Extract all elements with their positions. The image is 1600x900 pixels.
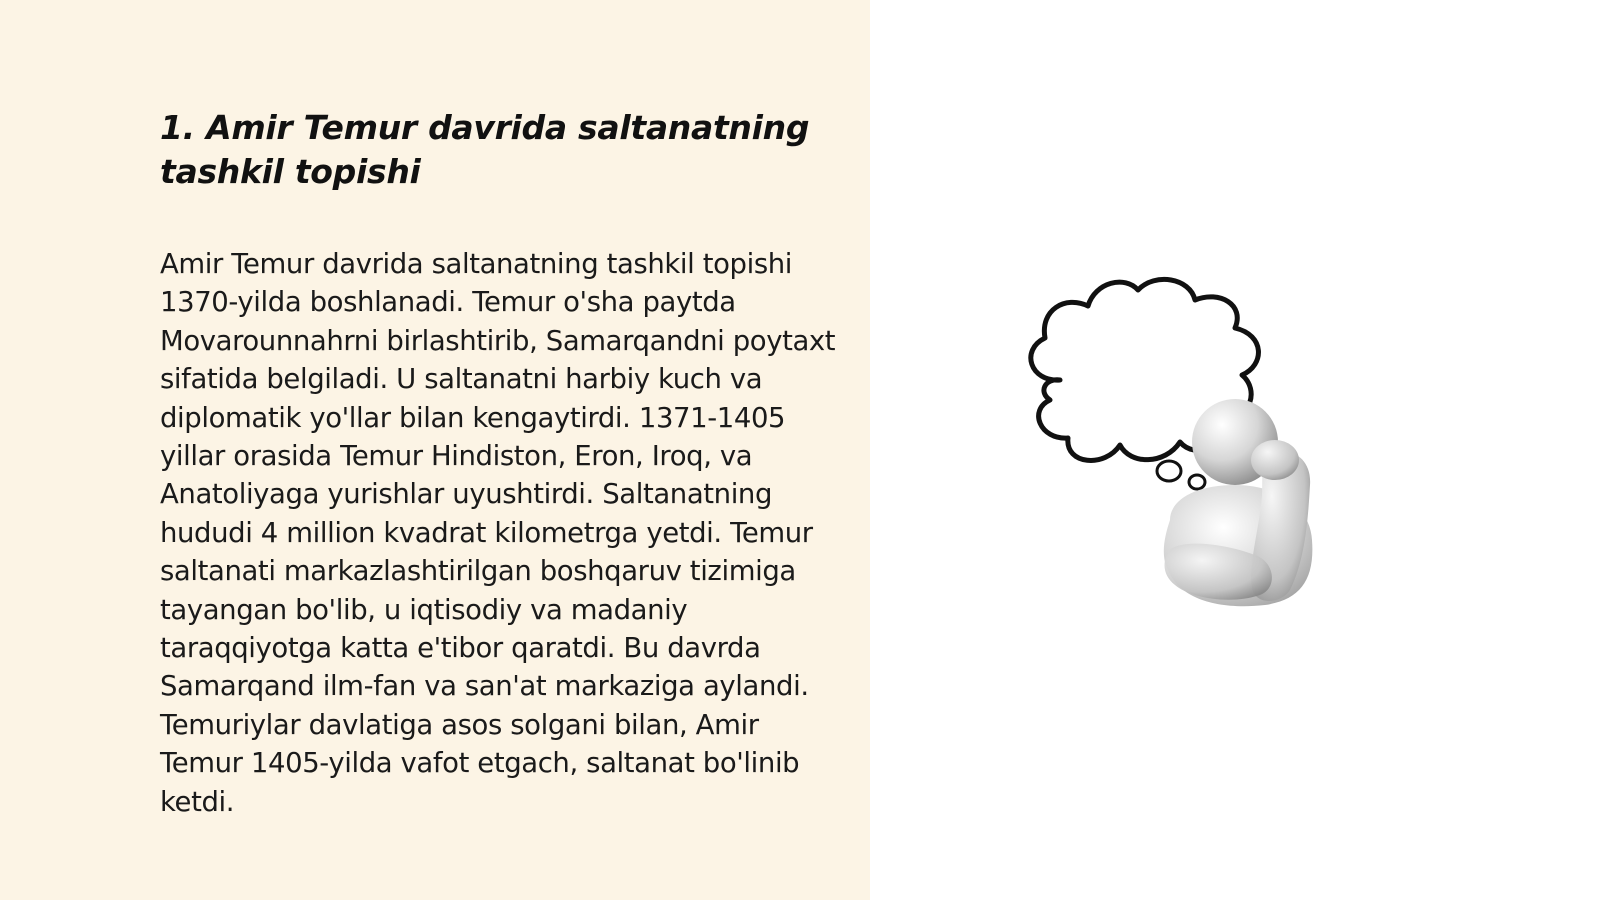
thinking-person-icon	[1020, 270, 1360, 620]
slide-title: 1. Amir Temur davrida saltanatning tashkil topishi	[160, 108, 810, 191]
slide-body-text: Amir Temur davrida saltanatning tashkil topishi 1370-yilda boshlanadi. Temur o'sha paytda Movarounnahrni birlashtirib, Samarqandni poytaxt sifatida belgiladi. U saltanatni harbiy kuch va diplomatik yo'llar bilan kengaytirdi. 1371-1405 yillar orasida Temur Hindiston, Eron, Iroq, va Anatoliyaga yurishlar uyushtirdi. Saltanatning hududi 4 million kvadrat kilometrga yetdi. Temur saltanati markazlashtirilgan boshqaruv tizimiga tayangan bo'lib, u iqtisodiy va madaniy taraqqiyotga katta e'tibor qaratdi. Bu davrda Samarqand ilm-fan va san'at markaziga aylandi. Temuriylar davlatiga asos solgani bilan, Amir Temur 1405-yilda vafot etgach, saltanat bo'linib ketdi.	[160, 248, 836, 818]
